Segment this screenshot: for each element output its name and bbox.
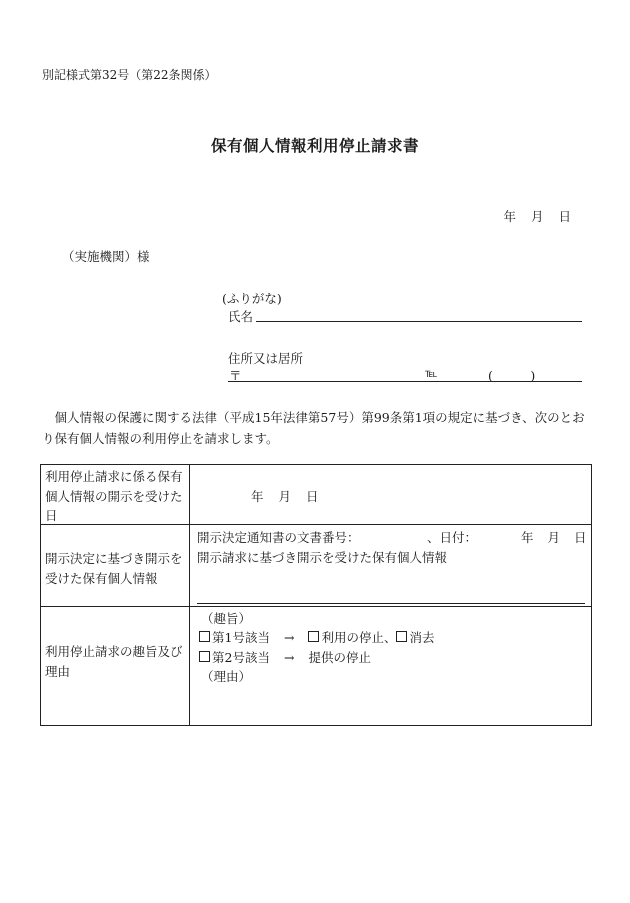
furigana-label: (ふりがな) xyxy=(222,291,282,306)
option-item-1-label: 第1号該当 xyxy=(212,630,270,645)
column-divider xyxy=(189,607,190,725)
date-day-label: 日 xyxy=(558,209,572,224)
checkbox-stop-use[interactable] xyxy=(308,631,319,642)
address-label: 住所又は居所 xyxy=(228,351,304,366)
column-divider xyxy=(189,465,190,524)
date-year-label: 年 xyxy=(503,209,517,224)
request-statement: 個人情報の保護に関する法律（平成15年法律第57号）第99条第1項の規定に基づき、次のとおり保有個人情報の利用停止を請求します。 xyxy=(42,410,585,446)
checkbox-item-2[interactable] xyxy=(199,651,210,662)
date-month-label: 月 xyxy=(530,209,545,224)
disclosure-day-label: 日 xyxy=(306,489,320,504)
option-item-2-label: 第2号該当 xyxy=(212,650,270,665)
request-date[interactable] xyxy=(503,207,572,225)
name-field[interactable] xyxy=(256,321,582,322)
request-form-table xyxy=(40,464,592,726)
notice-month-label: 月 xyxy=(547,530,561,545)
checkbox-item-1[interactable] xyxy=(199,631,210,642)
postal-mark-icon: 〒 xyxy=(229,368,242,383)
column-divider xyxy=(189,525,190,606)
notice-year-label: 年 xyxy=(521,530,534,545)
document-title: 保有個人情報利用停止請求書 xyxy=(210,136,419,155)
checkbox-erase[interactable] xyxy=(396,631,407,642)
stop-use-label: 利用の停止、 xyxy=(321,630,397,645)
addressee: （実施機関）様 xyxy=(62,249,150,264)
name-label: 氏名 xyxy=(228,309,254,324)
purpose-reason-label: 利用停止請求の趣旨及び理由 xyxy=(45,644,183,679)
disclosed-info-caption: 開示請求に基づき開示を受けた保有個人情報 xyxy=(197,550,448,565)
table-row-disclosure-date xyxy=(41,465,591,525)
stop-provision-label: 提供の停止 xyxy=(308,650,371,665)
disclosure-year-label: 年 xyxy=(251,489,265,504)
table-row-purpose-reason xyxy=(41,607,591,725)
area-code-field[interactable]: ( ) xyxy=(488,368,536,383)
option-item-1 xyxy=(199,628,434,646)
disclosed-info-field[interactable] xyxy=(197,603,585,604)
form-number: 別記様式第32号（第22条関係） xyxy=(42,68,217,82)
arrow-icon: → xyxy=(283,630,295,645)
address-field[interactable] xyxy=(228,381,582,382)
notice-doc-number-field[interactable]: 開示決定通知書の文書番号： xyxy=(197,530,360,545)
disclosure-date-field[interactable] xyxy=(251,487,320,505)
disclosed-info-label: 開示決定に基づき開示を受けた保有個人情報 xyxy=(45,551,183,586)
telephone-icon: ℡ xyxy=(425,366,438,380)
notice-day-label: 日 xyxy=(574,530,587,545)
arrow-icon: → xyxy=(283,650,295,665)
disclosure-month-label: 月 xyxy=(278,489,293,504)
notice-date-field[interactable] xyxy=(521,528,587,546)
erase-label: 消去 xyxy=(409,630,435,645)
option-item-2 xyxy=(199,648,371,666)
notice-date-label: 、日付： xyxy=(427,530,478,545)
disclosure-date-label: 利用停止請求に係る保有個人情報の開示を受けた日 xyxy=(45,469,183,523)
purpose-heading: （趣旨） xyxy=(201,611,252,626)
reason-heading: （理由） xyxy=(201,669,252,684)
table-row-disclosed-info xyxy=(41,525,591,607)
